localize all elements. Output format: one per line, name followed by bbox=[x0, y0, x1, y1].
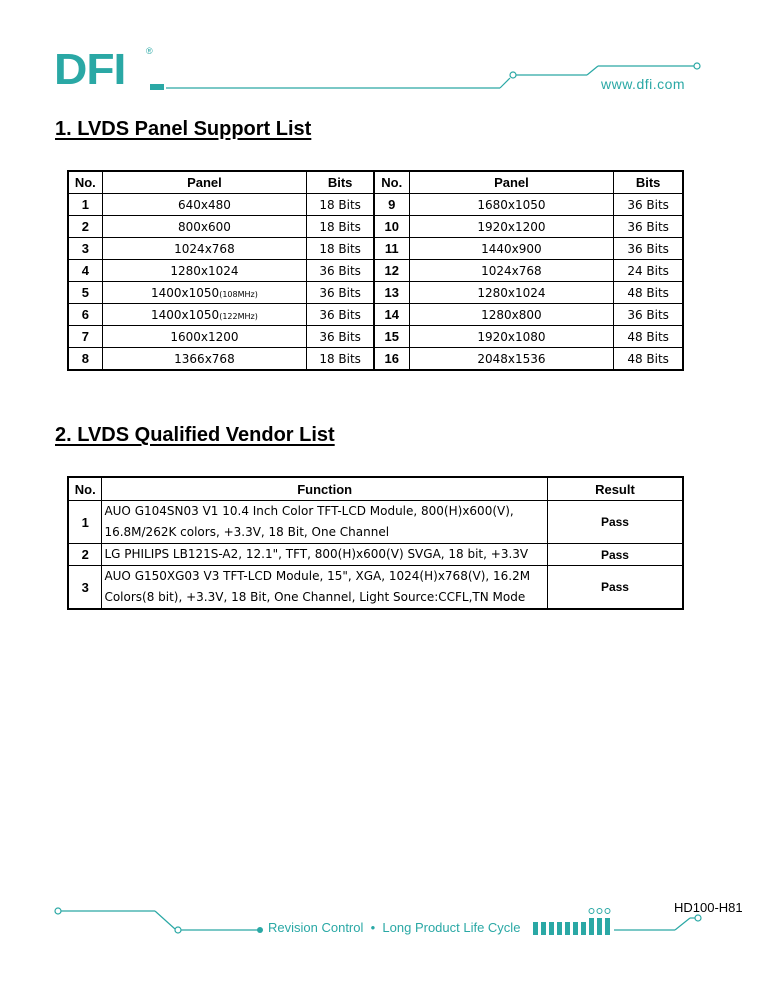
row-number: 4 bbox=[68, 260, 102, 282]
panel-resolution: 2048x1536 bbox=[409, 348, 614, 371]
bits-value: 36 Bits bbox=[307, 304, 374, 326]
panel-resolution bbox=[102, 348, 307, 371]
registered-mark: ® bbox=[146, 46, 153, 56]
panel-value: 640x480 bbox=[177, 197, 231, 212]
table-row bbox=[68, 348, 683, 371]
bits-value: 36 Bits bbox=[614, 238, 683, 260]
bits-value: 36 Bits bbox=[614, 216, 683, 238]
footer-decoration bbox=[0, 880, 768, 950]
panel-resolution: 1440x900 bbox=[409, 238, 614, 260]
col-header: No. bbox=[68, 477, 102, 501]
bits-value: 36 Bits bbox=[307, 282, 374, 304]
col-header: Panel bbox=[102, 171, 307, 194]
footer-long-product-life: Long Product Life Cycle bbox=[382, 920, 521, 935]
bits-value: 48 Bits bbox=[614, 348, 683, 371]
function-cell bbox=[102, 566, 547, 610]
result-value: Pass bbox=[547, 544, 683, 566]
panel-frequency: (108MHz) bbox=[219, 289, 258, 299]
col-header: Bits bbox=[307, 171, 374, 194]
page-code: HD100-H81 bbox=[674, 900, 743, 915]
row-number: 2 bbox=[68, 216, 102, 238]
bits-value: 36 Bits bbox=[614, 304, 683, 326]
table-row bbox=[68, 544, 683, 566]
panel-value: 1280x1024 bbox=[170, 263, 239, 278]
col-header: Result bbox=[547, 477, 683, 501]
function-line: LG PHILIPS LB121S-A2, 12.1", TFT, 800(H)x600(V) SVGA, 18 bit, +3.3V bbox=[104, 547, 529, 561]
bits-value: 18 Bits bbox=[307, 216, 374, 238]
panel-resolution bbox=[102, 304, 307, 326]
bits-value: 36 Bits bbox=[614, 194, 683, 216]
bits-value: 18 Bits bbox=[307, 238, 374, 260]
table-row bbox=[68, 282, 683, 304]
row-number: 15 bbox=[374, 326, 409, 348]
row-number: 1 bbox=[68, 501, 102, 544]
bits-value: 36 Bits bbox=[307, 260, 374, 282]
panel-resolution bbox=[102, 216, 307, 238]
panel-resolution bbox=[102, 238, 307, 260]
row-number: 8 bbox=[68, 348, 102, 371]
row-number: 6 bbox=[68, 304, 102, 326]
row-number: 12 bbox=[374, 260, 409, 282]
panel-value: 1024x768 bbox=[174, 241, 235, 256]
row-number: 14 bbox=[374, 304, 409, 326]
col-header: No. bbox=[374, 171, 409, 194]
section2-title: 2. LVDS Qualified Vendor List bbox=[55, 424, 335, 446]
panel-frequency: (122MHz) bbox=[219, 311, 258, 321]
row-number: 9 bbox=[374, 194, 409, 216]
panel-value: 1400x1050 bbox=[151, 307, 220, 322]
row-number: 11 bbox=[374, 238, 409, 260]
function-cell bbox=[102, 544, 547, 566]
result-value: Pass bbox=[547, 566, 683, 610]
row-number: 2 bbox=[68, 544, 102, 566]
function-line: Colors(8 bit), +3.3V, 18 Bit, One Channel, Light Source:CCFL,TN Mode bbox=[104, 590, 526, 604]
table-row bbox=[68, 238, 683, 260]
header-decoration bbox=[0, 0, 768, 110]
col-header: Bits bbox=[614, 171, 683, 194]
bits-value: 24 Bits bbox=[614, 260, 683, 282]
col-header: Panel bbox=[409, 171, 614, 194]
function-line: AUO G104SN03 V1 10.4 Inch Color TFT-LCD Module, 800(H)x600(V), bbox=[104, 504, 514, 518]
panel-resolution: 1280x800 bbox=[409, 304, 614, 326]
panel-resolution bbox=[102, 282, 307, 304]
row-number: 5 bbox=[68, 282, 102, 304]
panel-resolution bbox=[102, 326, 307, 348]
bits-value: 18 Bits bbox=[307, 194, 374, 216]
bits-value: 48 Bits bbox=[614, 282, 683, 304]
vendor-list-table bbox=[67, 476, 684, 610]
panel-value: 1400x1050 bbox=[151, 285, 220, 300]
panel-resolution: 1024x768 bbox=[409, 260, 614, 282]
section1-title: 1. LVDS Panel Support List bbox=[55, 118, 312, 140]
row-number: 7 bbox=[68, 326, 102, 348]
row-number: 16 bbox=[374, 348, 409, 371]
table-row bbox=[68, 501, 683, 544]
bits-value: 48 Bits bbox=[614, 326, 683, 348]
panel-resolution: 1680x1050 bbox=[409, 194, 614, 216]
function-line: AUO G150XG03 V3 TFT-LCD Module, 15", XGA, 1024(H)x768(V), 16.2M bbox=[104, 569, 531, 583]
function-line: 16.8M/262K colors, +3.3V, 18 Bit, One Channel bbox=[104, 525, 390, 539]
panel-value: 1366x768 bbox=[174, 351, 235, 366]
panel-resolution: 1920x1080 bbox=[409, 326, 614, 348]
website-url[interactable]: www.dfi.com bbox=[601, 76, 686, 92]
table-row bbox=[68, 260, 683, 282]
row-number: 13 bbox=[374, 282, 409, 304]
table-row bbox=[68, 326, 683, 348]
row-number: 3 bbox=[68, 566, 102, 610]
panel-value: 800x600 bbox=[177, 219, 231, 234]
row-number: 3 bbox=[68, 238, 102, 260]
row-number: 10 bbox=[374, 216, 409, 238]
panel-resolution: 1280x1024 bbox=[409, 282, 614, 304]
row-number: 1 bbox=[68, 194, 102, 216]
bits-value: 18 Bits bbox=[307, 348, 374, 371]
table-row bbox=[68, 216, 683, 238]
panel-resolution bbox=[102, 194, 307, 216]
panel-value: 1600x1200 bbox=[170, 329, 239, 344]
footer-revision-control: Revision Control bbox=[268, 920, 364, 935]
footer-bullet: • bbox=[370, 920, 376, 935]
col-header: No. bbox=[68, 171, 102, 194]
table-row bbox=[68, 194, 683, 216]
panel-resolution: 1920x1200 bbox=[409, 216, 614, 238]
panel-resolution bbox=[102, 260, 307, 282]
result-value: Pass bbox=[547, 501, 683, 544]
col-header: Function bbox=[102, 477, 547, 501]
function-cell bbox=[102, 501, 547, 544]
footer-tagline bbox=[268, 920, 520, 935]
table-row bbox=[68, 566, 683, 610]
dfi-logo: DFI ® bbox=[54, 45, 153, 94]
panel-support-table bbox=[67, 170, 684, 371]
table-row bbox=[68, 304, 683, 326]
table-header-row bbox=[68, 171, 683, 194]
table-header-row bbox=[68, 477, 683, 501]
bits-value: 36 Bits bbox=[307, 326, 374, 348]
